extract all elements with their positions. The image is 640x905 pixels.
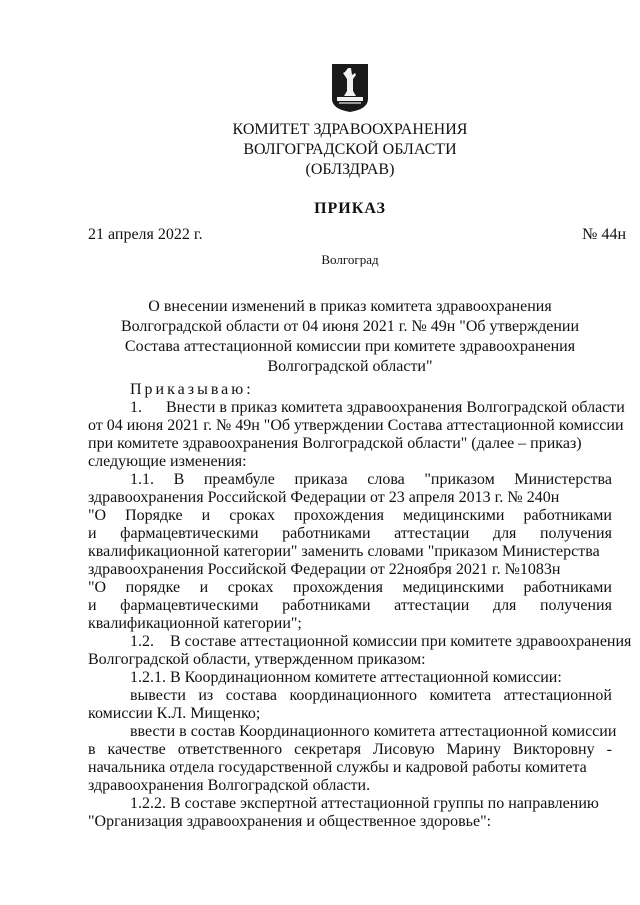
body-line: начальника отдела государственной службы и кадровой работы комитета <box>88 759 587 776</box>
word: и <box>201 507 211 524</box>
word: В <box>173 471 185 488</box>
word: медицинскими <box>402 507 505 524</box>
word: Викторовну <box>512 741 595 758</box>
body-line <box>88 741 612 759</box>
word: приказа <box>294 471 348 488</box>
word: сроках <box>229 507 275 524</box>
word: слова <box>367 471 405 488</box>
body-line: следующие изменения: <box>88 453 247 470</box>
word: аттестационной <box>503 687 612 704</box>
word: получения <box>539 525 612 542</box>
word: для <box>492 525 517 542</box>
body-line: здравоохранения Волгоградской области. <box>88 777 371 794</box>
document-date: 21 апреля 2022 г. <box>88 226 203 243</box>
body-line: комиссии К.Л. Мищенко; <box>88 705 261 722</box>
word: работниками <box>523 579 612 596</box>
subject-line: Волгоградской области от 04 июня 2021 г. № 49н "Об утверждении <box>120 318 580 335</box>
body-line: Волгоградской области, утвержденном приказом: <box>88 651 426 668</box>
word: 1.1. <box>130 471 154 488</box>
word: и <box>88 525 97 542</box>
word: работниками <box>282 525 371 542</box>
word: "О <box>88 579 107 596</box>
word: комитета <box>429 687 492 704</box>
org-name-line1: КОМИТЕТ ЗДРАВООХРАНЕНИЯ <box>232 121 468 138</box>
word: сроках <box>227 579 274 596</box>
document-city: Волгоград <box>321 252 379 267</box>
word: аттестации <box>394 525 470 542</box>
org-name-line2: ВОЛГОГРАДСКОЙ ОБЛАСТИ <box>243 141 457 158</box>
word: - <box>606 741 612 758</box>
body-line: при комитете здравоохранения Волгоградской области" (далее – приказ) <box>88 435 582 452</box>
word: Марину <box>446 741 501 758</box>
body-line: 1.2. В составе аттестационной комиссии при комитете здравоохранения <box>130 633 632 650</box>
word: преамбуле <box>203 471 275 488</box>
word: работниками <box>282 597 371 614</box>
word: получения <box>539 597 612 614</box>
word: состава <box>225 687 278 704</box>
word: секретаря <box>294 741 362 758</box>
body-line: квалификационной категории" заменить словами "приказом Министерства <box>88 543 600 560</box>
document-title: ПРИКАЗ <box>314 200 386 217</box>
word: и <box>88 597 97 614</box>
word: "О <box>88 507 107 524</box>
order-phrase: Приказываю: <box>130 381 254 398</box>
body-line: ввести в состав Координационного комитета аттестационной комиссии <box>130 723 617 740</box>
word: прохождения <box>293 507 384 524</box>
word: вывести <box>130 687 186 704</box>
word: координационного <box>289 687 417 704</box>
body-line: 1.2.2. В составе экспертной аттестационной группы по направлению <box>130 795 599 812</box>
body-line: от 04 июня 2021 г. № 49н "Об утверждении Состава аттестационной комиссии <box>88 417 624 434</box>
body-line: 1. Внести в приказ комитета здравоохранения Волгоградской области <box>130 399 625 416</box>
subject-line: Состава аттестационной комиссии при комитете здравоохранения <box>124 338 576 355</box>
body-line <box>88 687 612 705</box>
body-line: здравоохранения Российской Федерации от 22ноября 2021 г. №1083н <box>88 561 561 578</box>
word: прохождения <box>293 579 383 596</box>
body-line: здравоохранения Российской Федерации от 23 апреля 2013 г. № 240н <box>88 489 560 506</box>
document-number: № 44н <box>582 226 626 243</box>
body-line <box>88 525 612 543</box>
word: из <box>198 687 214 704</box>
word: фармацевтическими <box>120 597 259 614</box>
word: для <box>492 597 517 614</box>
word: и <box>199 579 209 596</box>
org-abbreviation: (ОБЛЗДРАВ) <box>305 161 395 178</box>
body-line: квалификационной категории"; <box>88 615 302 632</box>
body-line <box>88 597 612 615</box>
word: фармацевтическими <box>120 525 259 542</box>
word: "приказом <box>424 471 495 488</box>
body-line: 1.2.1. В Координационном комитете аттестационной комиссии: <box>130 669 562 686</box>
body-line: "Организация здравоохранения и общественное здоровье": <box>88 813 492 830</box>
document-body <box>88 381 632 831</box>
word: Министерства <box>514 471 612 488</box>
body-line <box>88 507 612 525</box>
word: Порядке <box>125 507 183 524</box>
word: медицинскими <box>402 579 504 596</box>
body-line <box>88 471 612 489</box>
volgograd-emblem-icon <box>331 63 369 113</box>
word: Лисовую <box>373 741 435 758</box>
subject-line: Волгоградской области" <box>267 358 433 375</box>
document-subject <box>88 297 612 377</box>
body-line <box>88 579 612 597</box>
subject-line: О внесении изменений в приказ комитета здравоохранения <box>148 298 552 315</box>
word: качестве <box>107 741 166 758</box>
word: работниками <box>523 507 612 524</box>
word: в <box>88 741 96 758</box>
word: ответственного <box>177 741 283 758</box>
word: порядке <box>125 579 181 596</box>
word: аттестации <box>394 597 470 614</box>
